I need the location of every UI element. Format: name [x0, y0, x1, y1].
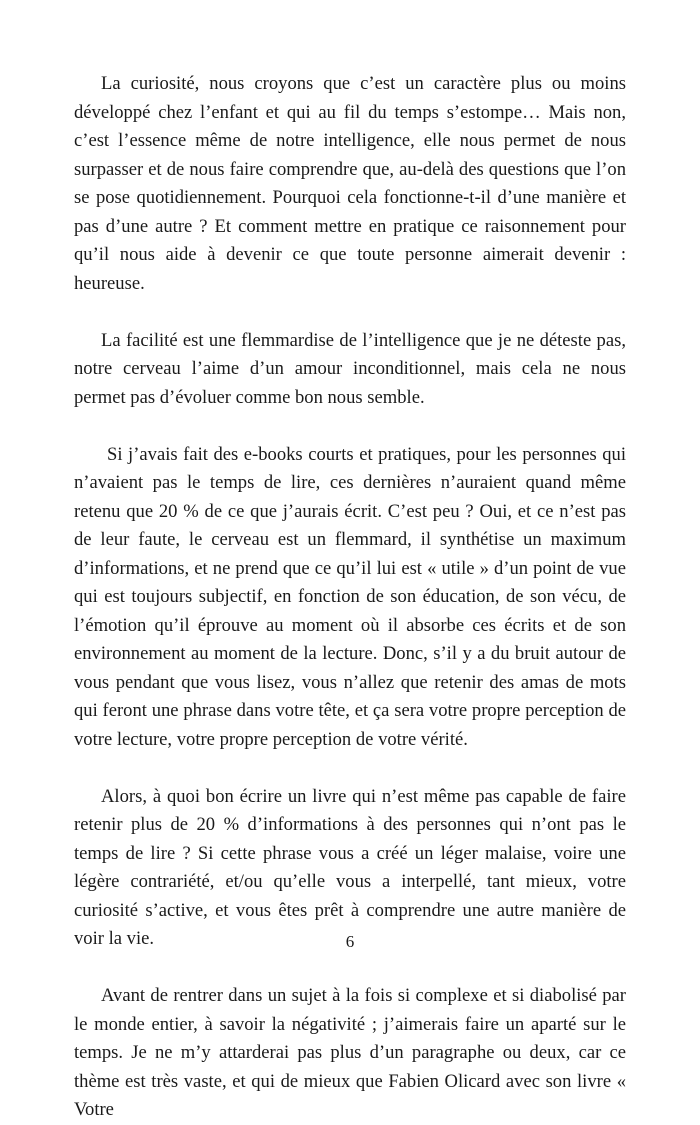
paragraph-curiosite: La curiosité, nous croyons que c’est un caractère plus ou moins développé chez l’enfant et qui au fil du temps s’estompe… Mais non, c’est l’essence même de notre intelligence, elle nous permet de nous surpasser et de nous faire comprendre que, au-delà des questions que l’on se pose quotidiennement. Pourquoi cela fonctionne-t-il d’une manière et pas d’une autre ? Et comment mettre en pratique ce raisonnement pour qu’il nous aide à devenir ce que toute personne aimerait devenir : heureuse. [74, 73, 626, 294]
paragraph-ebooks: Si j’avais fait des e-books courts et pratiques, pour les personnes qui n’avaient pas le temps de lire, ces dernières n’auraient quand même retenu que 20 % de ce que j’aurais écrit. C’est peu ? Oui, et ce n’est pas de leur faute, le cerveau est un flemmard, il synthétise un maximum d’informations, et ne prend que ce qu’il lui est « utile » d’un point de vue qui est toujours subjectif, en fonction de son éducation, de son vécu, de l’émotion qu’il éprouve au moment où il absorbe ces écrits et de son environnement au moment de la lecture. Donc, s’il y a du bruit autour de vous pendant que vous lisez, vous n’allez que retenir des amas de mots qui feront une phrase dans votre tête, et ça sera votre propre perception de votre lecture, votre propre perception de votre vérité. [74, 443, 626, 750]
paragraph-avant: Avant de rentrer dans un sujet à la fois si complexe et si diabolisé par le monde entier, à savoir la négativité ; j’aimerais faire un aparté sur le temps. Je ne m’y attarderai pas plus d’un paragraphe ou deux, car ce thème est très vaste, et qui de mieux que Fabien Olicard avec son livre « Votre [74, 985, 626, 1120]
paragraph-alors: Alors, à quoi bon écrire un livre qui n’est même pas capable de faire retenir plus de 20 % d’informations à des personnes qui n’ont pas le temps de lire ? Si cette phrase vous a créé un léger malaise, voire une légère contrariété, et/ou qu’elle vous a interpellé, tant mieux, votre curiosité s’active, et vous êtes prêt à comprendre une autre manière de voir la vie. [74, 785, 626, 949]
page-number: 6 [345, 932, 355, 951]
body-text [74, 70, 626, 1125]
paragraph-facilite: La facilité est une flemmardise de l’intelligence que je ne déteste pas, notre cerveau l’aime d’un amour inconditionnel, mais cela ne nous permet pas d’évoluer comme bon nous semble. [74, 329, 626, 408]
